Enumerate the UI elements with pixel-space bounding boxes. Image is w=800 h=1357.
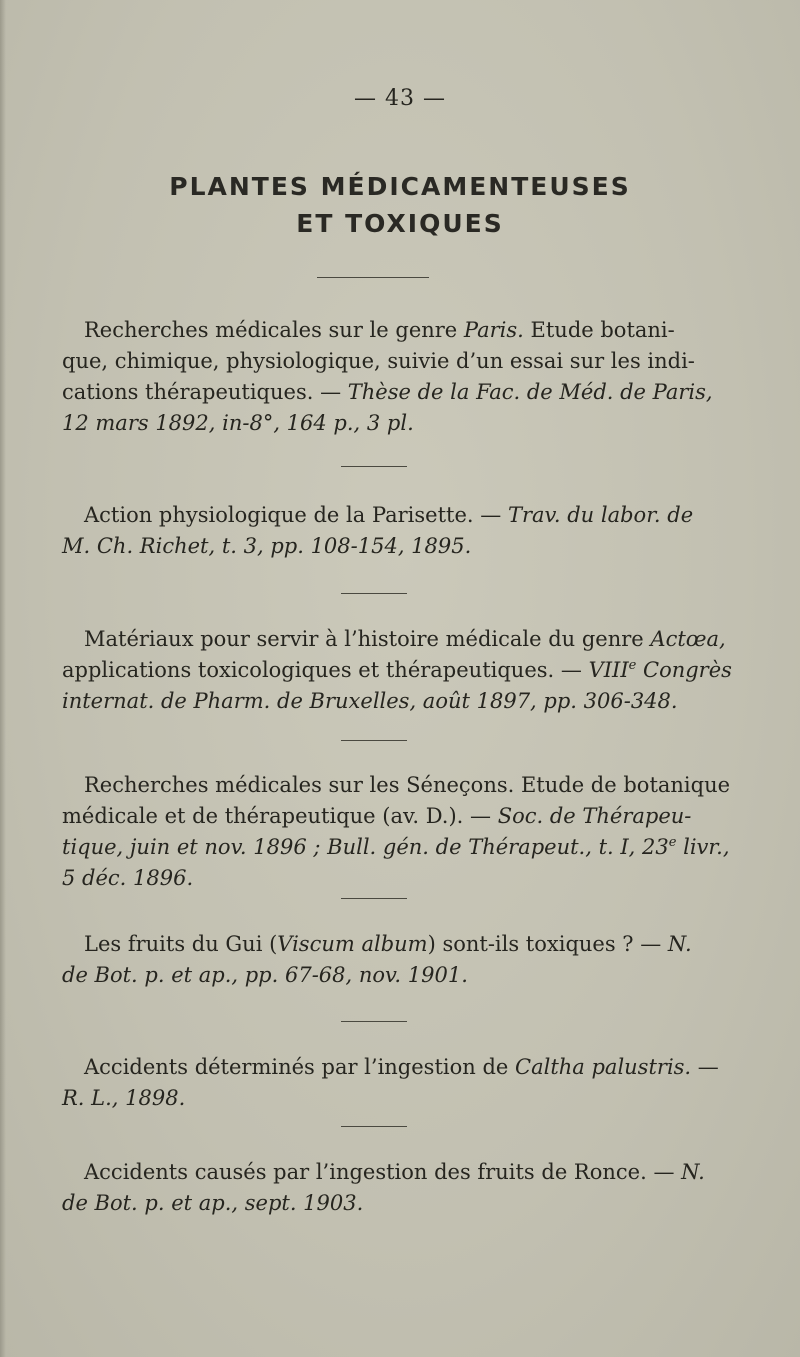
entry-italic: Paris. xyxy=(463,318,524,342)
page-number: — 43 — xyxy=(354,86,446,111)
entry-text: Les fruits du Gui ( xyxy=(84,932,278,956)
entry-line: internat. de Pharm. de Bruxelles, août 1897, pp. 306-348. xyxy=(62,689,678,713)
entry-text: livr., xyxy=(676,835,730,859)
entry-line: 12 mars 1892, in-8°, 164 p., 3 pl. xyxy=(62,411,414,435)
section-title-line-2: ET TOXIQUES xyxy=(296,209,504,238)
bibliography-entry xyxy=(62,624,732,717)
bibliography-entry xyxy=(62,315,713,439)
entry-text: Accidents causés par l’ingestion des fruits de Ronce. — xyxy=(84,1160,682,1184)
entry-text: tique, juin et nov. 1896 ; Bull. gén. de Thérapeut., t. I, 23 xyxy=(62,835,669,859)
entry-text: VIII xyxy=(588,658,629,682)
title-rule xyxy=(317,277,429,278)
separator-rule xyxy=(341,898,407,899)
entry-text: médicale et de thérapeutique (av. D.). — xyxy=(62,804,498,828)
entry-italic: Trav. du labor. de xyxy=(507,503,694,527)
entry-text: Recherches médicales sur le genre xyxy=(84,318,464,342)
entry-line xyxy=(62,1052,719,1083)
entry-text: Action physiologique de la Parisette. — xyxy=(84,503,508,527)
entry-line: 5 déc. 1896. xyxy=(62,866,194,890)
entry-line: M. Ch. Richet, t. 3, pp. 108-154, 1895. xyxy=(62,534,472,558)
page-edge-shadow xyxy=(0,0,6,1357)
entry-italic: N. xyxy=(667,932,692,956)
entry-italic xyxy=(589,658,732,682)
entry-line xyxy=(62,500,702,531)
separator-rule xyxy=(341,593,407,594)
entry-italic: Viscum album xyxy=(277,932,428,956)
superscript: e xyxy=(628,658,637,673)
entry-italic: Actœa, xyxy=(650,627,726,651)
bibliography-entry xyxy=(62,1052,719,1114)
entry-line: que, chimique, physiologique, suivie d’un essai sur les indi- xyxy=(62,349,695,373)
bibliography-entry xyxy=(62,500,702,562)
entry-italic: Soc. de Thérapeu- xyxy=(497,804,692,828)
entry-line: R. L., 1898. xyxy=(62,1086,186,1110)
entry-text: applications toxicologiques et thérapeutiques. — xyxy=(62,658,589,682)
entry-line xyxy=(62,624,726,655)
bibliography-entry xyxy=(62,770,731,894)
entry-line xyxy=(62,832,730,863)
entry-text: Congrès xyxy=(636,658,732,682)
bibliography-entry xyxy=(62,1157,705,1219)
entry-italic: Thèse de la Fac. de Méd. de Paris, xyxy=(347,380,713,404)
entry-line: de Bot. p. et ap., pp. 67-68, nov. 1901. xyxy=(62,963,468,987)
entry-text: — xyxy=(691,1055,719,1079)
separator-rule xyxy=(341,1021,407,1022)
bibliography-entry xyxy=(62,929,702,991)
entry-line xyxy=(62,929,702,960)
separator-rule xyxy=(341,466,407,467)
separator-rule xyxy=(341,740,407,741)
entry-text: cations thérapeutiques. — xyxy=(62,380,348,404)
section-title-line-1: PLANTES MÉDICAMENTEUSES xyxy=(169,172,631,201)
entry-line: Recherches médicales sur les Séneçons. Etude de botanique xyxy=(84,773,731,797)
separator-rule xyxy=(341,1126,407,1127)
entry-italic: Caltha palustris. xyxy=(515,1055,692,1079)
superscript: e xyxy=(668,835,677,850)
entry-line xyxy=(62,1157,705,1188)
entry-text: Accidents déterminés par l’ingestion de xyxy=(84,1055,516,1079)
entry-text: ) sont-ils toxiques ? — xyxy=(427,932,668,956)
entry-italic: N. xyxy=(681,1160,705,1184)
entry-text: Matériaux pour servir à l’histoire médicale du genre xyxy=(84,627,651,651)
entry-line: de Bot. p. et ap., sept. 1903. xyxy=(62,1191,364,1215)
entry-line xyxy=(62,377,713,408)
entry-text: Etude botani- xyxy=(523,318,675,342)
entry-line xyxy=(62,655,732,686)
entry-line xyxy=(62,315,702,346)
entry-line xyxy=(62,801,702,832)
